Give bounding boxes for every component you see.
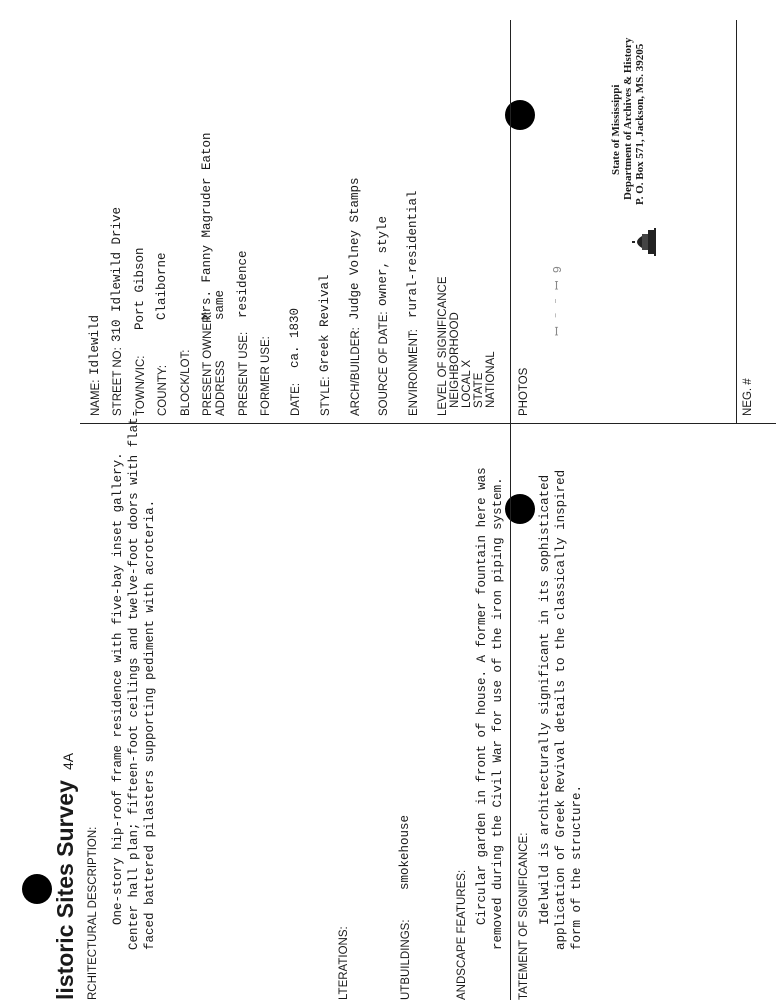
level-state: STATE xyxy=(473,372,485,408)
name-value: Idlewild xyxy=(88,314,102,375)
form-number: 4A xyxy=(60,752,76,770)
photos-label: PHOTOS xyxy=(518,367,530,416)
town-label: TOWN/VIC: xyxy=(135,355,147,416)
capitol-logo xyxy=(628,228,664,256)
arch-builder-value: Judge Volney Stamps xyxy=(348,177,362,320)
neg-rule xyxy=(736,20,737,423)
date-label: DATE: xyxy=(290,382,302,416)
level-local: LOCAL X xyxy=(461,359,473,408)
level-national: NATIONAL xyxy=(485,351,497,408)
environment-label: ENVIRONMENT: xyxy=(408,329,420,416)
address-value: same xyxy=(213,289,227,320)
header-rule xyxy=(80,423,776,424)
street-label: STREET NO: xyxy=(112,347,124,416)
agency-line-2: Department of Archives & History xyxy=(622,37,634,200)
block-lot-label: BLOCK/LOT: xyxy=(180,349,192,416)
street-value: 310 Idlewild Drive xyxy=(110,206,124,342)
present-owner-value: Mrs. Fanny Magruder Eaton xyxy=(200,132,214,320)
present-owner-label: PRESENT OWNER: xyxy=(202,311,214,416)
arch-desc-line-3: faced battered pilasters supporting pediment with acroteria. xyxy=(143,499,157,950)
arch-desc-line-1: One-story hip-roof frame residence with five-bay inset gallery. xyxy=(111,452,125,925)
statement-of-significance-label: TATEMENT OF SIGNIFICANCE: xyxy=(518,832,530,1000)
alterations-label: LTERATIONS: xyxy=(338,926,350,1000)
town-value: Port Gibson xyxy=(133,247,147,330)
source-of-date-value: owner, style xyxy=(376,215,390,306)
outbuildings-label: UTBUILDINGS: xyxy=(400,919,412,1000)
landscape-features-label: ANDSCAPE FEATURES: xyxy=(456,869,468,1000)
arch-desc-line-2: Center hall plan; fifteen-foot ceilings and twelve-foot doors with flat- xyxy=(127,409,141,950)
date-value: ca. 1830 xyxy=(288,307,302,368)
neg-number-label: NEG. # xyxy=(742,378,754,416)
present-use-label: PRESENT USE: xyxy=(238,331,250,416)
address-label: ADDRESS xyxy=(215,360,227,416)
faint-stamp: ꟷ ⁻ ⁻ ꟷ 9 xyxy=(551,266,565,336)
binder-hole-bottom xyxy=(22,874,52,904)
architectural-description-label: RCHITECTURAL DESCRIPTION: xyxy=(87,826,99,1000)
significance-line-1: Idelwild is architecturally significant in its sophisticated xyxy=(538,474,552,925)
county-label: COUNTY: xyxy=(157,364,169,416)
agency-line-1: State of Mississippi xyxy=(610,84,622,175)
name-label: NAME: xyxy=(90,379,102,416)
environment-value: rural-residential xyxy=(406,190,420,318)
county-value: Claiborne xyxy=(155,252,169,320)
vertical-divider xyxy=(510,20,511,1000)
level-of-significance-label: LEVEL OF SIGNIFICANCE xyxy=(437,276,449,416)
style-value: Greek Revival xyxy=(318,274,332,372)
level-neighborhood: NEIGHBORHOOD xyxy=(449,312,461,408)
landscape-line-2: removed during the Civil War for use of the iron piping system. xyxy=(491,477,505,950)
landscape-line-1: Circular garden in front of house. A former fountain here was xyxy=(475,467,489,925)
agency-line-3: P. O. Box 571, Jackson, MS. 39205 xyxy=(634,43,646,205)
style-label: STYLE: xyxy=(320,376,332,416)
significance-line-3: form of the structure. xyxy=(570,784,584,950)
outbuildings-value: smokehouse xyxy=(398,814,412,890)
source-of-date-label: SOURCE OF DATE: xyxy=(378,311,390,416)
former-use-label: FORMER USE: xyxy=(260,336,272,416)
arch-builder-label: ARCH/BUILDER: xyxy=(350,327,362,416)
present-use-value: residence xyxy=(236,250,250,318)
significance-line-2: application of Greek Revival details to the classically inspired xyxy=(554,469,568,950)
page-title: listoric Sites Survey xyxy=(52,780,78,1000)
